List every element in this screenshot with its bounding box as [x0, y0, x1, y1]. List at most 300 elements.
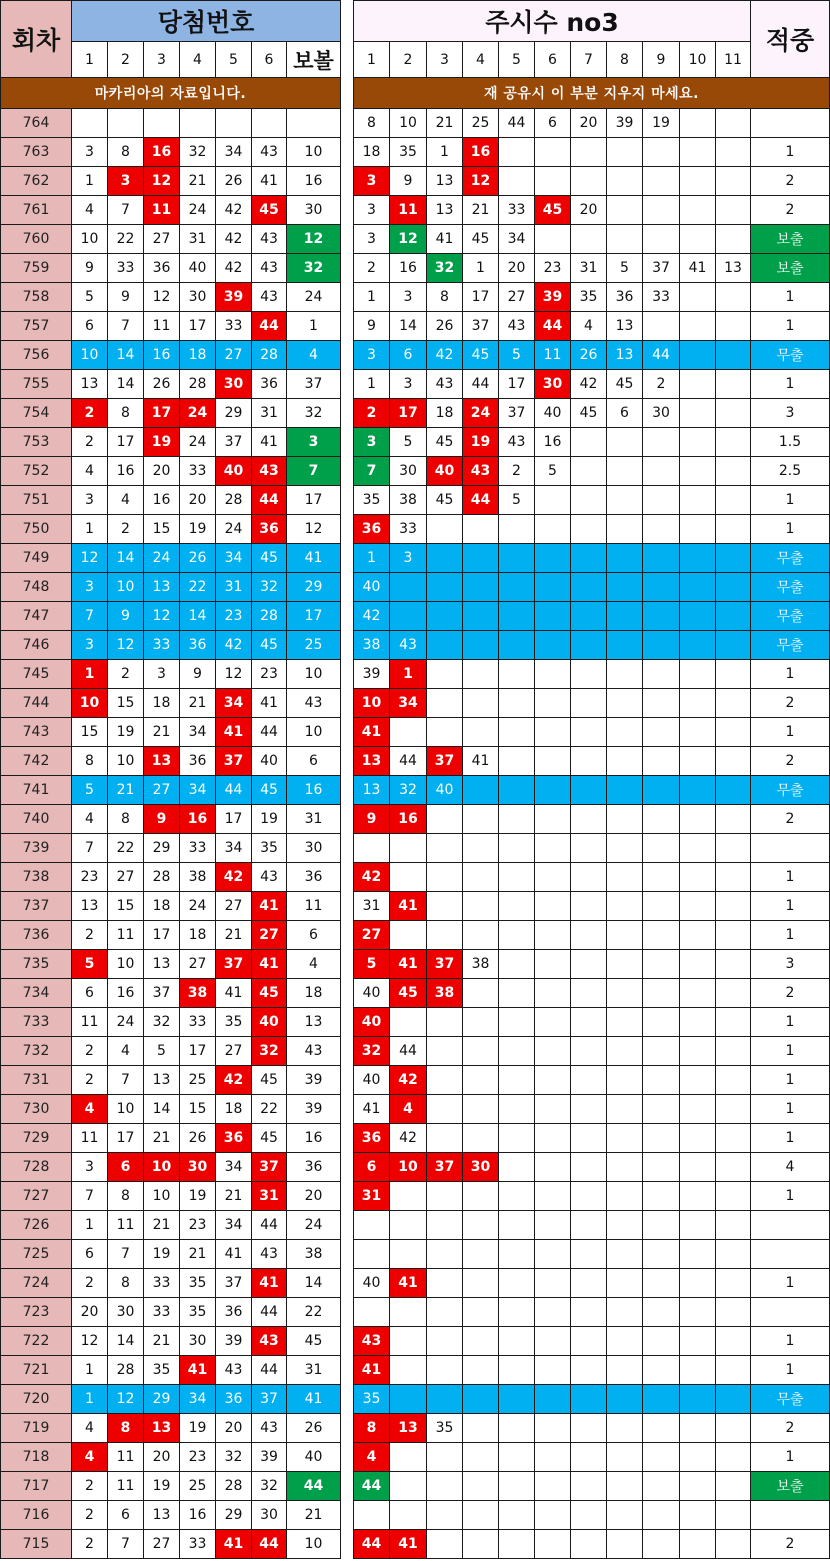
winning-number-cell: 41	[252, 428, 287, 457]
winning-number-cell: 45	[252, 776, 287, 805]
winning-number-cell: 7	[108, 196, 144, 225]
prediction-number-cell	[680, 196, 716, 225]
prediction-number-cell	[499, 1269, 535, 1298]
prediction-number-cell: 13	[607, 312, 643, 341]
prediction-number-cell	[535, 225, 571, 254]
prediction-number-cell	[716, 1501, 751, 1530]
winning-number-cell: 13	[72, 892, 108, 921]
round-number: 736	[0, 921, 72, 950]
prediction-number-cell: 14	[390, 312, 427, 341]
prediction-number-cell	[499, 1211, 535, 1240]
prediction-number-cell	[427, 689, 463, 718]
prediction-number-cell	[427, 1269, 463, 1298]
prediction-number-cell: 5	[499, 341, 535, 370]
hit-count-cell: 2	[751, 979, 830, 1008]
hit-count-cell: 보출	[751, 254, 830, 283]
bonus-number-cell: 17	[287, 486, 341, 515]
prediction-number-cell: 32	[390, 776, 427, 805]
prediction-number-cell	[716, 399, 751, 428]
winning-number-cell: 22	[108, 834, 144, 863]
banner-right: 재 공유시 이 부분 지우지 마세요.	[353, 78, 830, 109]
winning-number-cell: 14	[108, 370, 144, 399]
winning-number-cell: 35	[180, 1269, 216, 1298]
winning-number-cell: 18	[144, 892, 180, 921]
bonus-number-cell: 12	[287, 225, 341, 254]
prediction-number-cell	[716, 1153, 751, 1182]
prediction-number-cell: 42	[571, 370, 607, 399]
winning-number-cell: 19	[144, 428, 180, 457]
prediction-number-cell	[680, 1008, 716, 1037]
prediction-number-cell	[680, 370, 716, 399]
winning-number-cell: 9	[108, 602, 144, 631]
prediction-number-cell	[680, 1211, 716, 1240]
winning-number-cell: 43	[252, 225, 287, 254]
winning-number-cell: 19	[252, 805, 287, 834]
winning-number-cell: 42	[216, 254, 252, 283]
prediction-number-cell	[571, 776, 607, 805]
bonus-number-cell: 10	[287, 1530, 341, 1559]
prediction-number-cell	[571, 167, 607, 196]
bonus-number-cell: 22	[287, 1298, 341, 1327]
prediction-number-cell	[463, 892, 499, 921]
prediction-number-cell	[643, 1443, 680, 1472]
prediction-number-cell: 42	[427, 341, 463, 370]
winning-number-cell: 43	[252, 863, 287, 892]
round-number: 750	[0, 515, 72, 544]
prediction-number-cell	[499, 1037, 535, 1066]
prediction-number-cell: 19	[643, 109, 680, 138]
winning-number-cell: 4	[72, 196, 108, 225]
winning-number-cell: 32	[180, 138, 216, 167]
prediction-number-cell	[499, 602, 535, 631]
winning-number-cell: 27	[216, 1037, 252, 1066]
winning-number-cell: 4	[108, 1037, 144, 1066]
round-number: 741	[0, 776, 72, 805]
prediction-number-cell	[607, 1414, 643, 1443]
hit-count-cell: 무출	[751, 573, 830, 602]
winning-number-cell: 37	[144, 979, 180, 1008]
hit-count-cell: 무출	[751, 1385, 830, 1414]
winning-number-cell: 35	[180, 1298, 216, 1327]
prediction-number-cell	[571, 225, 607, 254]
winning-number-cell: 9	[144, 805, 180, 834]
bonus-number-cell	[287, 109, 341, 138]
bonus-number-cell: 45	[287, 1327, 341, 1356]
winning-number-cell: 9	[108, 283, 144, 312]
winning-number-cell: 11	[108, 921, 144, 950]
round-number: 761	[0, 196, 72, 225]
winning-number-cell: 41	[216, 718, 252, 747]
prediction-number-cell	[680, 544, 716, 573]
winning-number-cell: 8	[108, 1414, 144, 1443]
prediction-number-cell	[427, 718, 463, 747]
hit-count-cell: 3	[751, 399, 830, 428]
prediction-column-header: 11	[716, 42, 751, 78]
winning-number-cell	[72, 109, 108, 138]
prediction-number-cell: 8	[353, 1414, 390, 1443]
winning-number-cell: 14	[108, 1327, 144, 1356]
prediction-number-cell	[607, 1153, 643, 1182]
prediction-number-cell	[571, 747, 607, 776]
hit-count-cell: 1	[751, 515, 830, 544]
winning-number-cell: 43	[252, 1327, 287, 1356]
prediction-number-cell	[463, 1066, 499, 1095]
prediction-number-cell	[571, 1530, 607, 1559]
winning-number-cell: 34	[216, 1153, 252, 1182]
round-number: 731	[0, 1066, 72, 1095]
winning-number-cell: 3	[72, 573, 108, 602]
bonus-number-cell: 1	[287, 312, 341, 341]
winning-number-cell: 2	[72, 1530, 108, 1559]
hit-count-cell: 2	[751, 1530, 830, 1559]
prediction-number-cell	[607, 1385, 643, 1414]
winning-number-cell: 37	[216, 1269, 252, 1298]
prediction-number-cell	[680, 428, 716, 457]
hit-count-cell: 1	[751, 892, 830, 921]
prediction-number-cell	[390, 718, 427, 747]
prediction-number-cell	[499, 1182, 535, 1211]
prediction-number-cell	[680, 1414, 716, 1443]
winning-number-cell: 41	[252, 167, 287, 196]
prediction-number-cell	[427, 660, 463, 689]
prediction-number-cell	[427, 544, 463, 573]
prediction-number-cell: 30	[535, 370, 571, 399]
winning-number-cell: 19	[180, 1182, 216, 1211]
hit-count-cell: 2	[751, 167, 830, 196]
winning-number-cell: 35	[252, 834, 287, 863]
prediction-number-cell	[535, 921, 571, 950]
prediction-number-cell	[535, 1385, 571, 1414]
round-number: 738	[0, 863, 72, 892]
prediction-number-cell	[716, 1472, 751, 1501]
prediction-number-cell: 24	[463, 399, 499, 428]
prediction-number-cell	[390, 921, 427, 950]
winning-number-cell: 38	[180, 979, 216, 1008]
prediction-number-cell: 41	[353, 1095, 390, 1124]
winning-number-cell: 30	[180, 283, 216, 312]
winning-number-cell: 42	[216, 631, 252, 660]
prediction-number-cell	[716, 544, 751, 573]
winning-number-cell: 21	[180, 689, 216, 718]
prediction-number-cell	[499, 1240, 535, 1269]
winning-number-cell	[180, 109, 216, 138]
winning-number-cell: 10	[72, 225, 108, 254]
winning-number-cell: 5	[72, 950, 108, 979]
prediction-number-cell: 12	[390, 225, 427, 254]
prediction-number-cell: 45	[390, 979, 427, 1008]
winning-number-cell: 24	[180, 428, 216, 457]
prediction-number-cell	[571, 1124, 607, 1153]
prediction-number-cell	[680, 1095, 716, 1124]
prediction-number-cell	[499, 1530, 535, 1559]
round-number: 735	[0, 950, 72, 979]
winning-number-cell: 31	[252, 399, 287, 428]
prediction-number-cell: 40	[535, 399, 571, 428]
prediction-number-cell	[390, 1385, 427, 1414]
prediction-number-cell	[499, 515, 535, 544]
round-number: 737	[0, 892, 72, 921]
winning-number-cell: 19	[108, 718, 144, 747]
prediction-number-cell	[643, 138, 680, 167]
winning-number-cell: 33	[180, 457, 216, 486]
hit-count-cell	[751, 1298, 830, 1327]
prediction-number-cell	[390, 573, 427, 602]
prediction-number-cell: 5	[353, 950, 390, 979]
prediction-number-cell: 1	[463, 254, 499, 283]
winning-number-cell: 25	[180, 1472, 216, 1501]
bonus-number-cell: 6	[287, 921, 341, 950]
prediction-number-cell	[680, 689, 716, 718]
winning-number-cell: 11	[108, 1472, 144, 1501]
winning-number-cell: 13	[144, 1066, 180, 1095]
prediction-column-header: 1	[353, 42, 390, 78]
prediction-number-cell	[499, 1443, 535, 1472]
winning-number-cell: 34	[216, 834, 252, 863]
winning-number-cell: 5	[72, 776, 108, 805]
winning-number-cell: 43	[252, 457, 287, 486]
prediction-number-cell	[535, 1472, 571, 1501]
prediction-number-cell: 45	[427, 486, 463, 515]
prediction-number-cell: 8	[353, 109, 390, 138]
prediction-number-cell	[499, 689, 535, 718]
prediction-number-cell: 31	[571, 254, 607, 283]
prediction-number-cell	[463, 1182, 499, 1211]
prediction-number-cell	[463, 1501, 499, 1530]
prediction-number-cell	[680, 1501, 716, 1530]
prediction-number-cell: 40	[353, 1008, 390, 1037]
winning-number-cell: 23	[180, 1211, 216, 1240]
prediction-number-cell: 3	[353, 428, 390, 457]
prediction-number-cell	[535, 515, 571, 544]
prediction-number-cell: 41	[680, 254, 716, 283]
prediction-number-cell	[463, 1530, 499, 1559]
winning-number-cell: 24	[144, 544, 180, 573]
prediction-number-cell: 39	[607, 109, 643, 138]
winning-number-cell: 27	[216, 892, 252, 921]
prediction-number-cell	[463, 1414, 499, 1443]
prediction-number-cell	[535, 689, 571, 718]
hit-count-cell: 1	[751, 283, 830, 312]
winning-number-cell: 34	[216, 689, 252, 718]
prediction-number-cell	[643, 979, 680, 1008]
winning-number-cell: 44	[252, 312, 287, 341]
prediction-number-cell	[716, 167, 751, 196]
bonus-number-cell: 41	[287, 544, 341, 573]
bonus-number-cell: 3	[287, 428, 341, 457]
prediction-number-cell	[716, 834, 751, 863]
prediction-number-cell	[680, 1530, 716, 1559]
prediction-number-cell	[716, 950, 751, 979]
prediction-number-cell	[499, 1298, 535, 1327]
winning-number-cell: 5	[72, 283, 108, 312]
prediction-number-cell	[716, 1211, 751, 1240]
prediction-number-cell	[680, 167, 716, 196]
winning-number-cell: 8	[108, 1269, 144, 1298]
winning-number-cell: 40	[252, 1008, 287, 1037]
winning-number-cell: 28	[216, 1472, 252, 1501]
winning-number-cell: 14	[108, 544, 144, 573]
winning-number-cell: 14	[180, 602, 216, 631]
prediction-number-cell: 38	[353, 631, 390, 660]
hit-count-cell	[751, 1240, 830, 1269]
prediction-number-cell	[716, 979, 751, 1008]
bonus-number-cell: 14	[287, 1269, 341, 1298]
prediction-number-cell	[716, 370, 751, 399]
prediction-number-cell: 42	[353, 602, 390, 631]
winning-number-cell: 18	[216, 1095, 252, 1124]
winning-number-cell: 16	[180, 805, 216, 834]
winning-number-cell: 16	[108, 457, 144, 486]
prediction-number-cell	[680, 109, 716, 138]
prediction-number-cell: 44	[643, 341, 680, 370]
prediction-number-cell	[499, 544, 535, 573]
prediction-number-cell	[463, 544, 499, 573]
round-number: 729	[0, 1124, 72, 1153]
prediction-number-cell	[571, 718, 607, 747]
prediction-number-cell	[680, 863, 716, 892]
prediction-number-cell	[716, 1240, 751, 1269]
prediction-number-cell: 6	[390, 341, 427, 370]
prediction-number-cell	[353, 1298, 390, 1327]
prediction-number-cell: 3	[353, 167, 390, 196]
prediction-number-cell	[716, 1327, 751, 1356]
prediction-number-cell	[716, 312, 751, 341]
prediction-number-cell	[427, 1066, 463, 1095]
prediction-number-cell	[643, 1269, 680, 1298]
prediction-number-cell	[680, 602, 716, 631]
winning-number-cell: 27	[144, 1530, 180, 1559]
prediction-number-cell: 2	[353, 399, 390, 428]
prediction-number-cell	[680, 892, 716, 921]
prediction-number-cell	[643, 1240, 680, 1269]
prediction-number-cell	[680, 979, 716, 1008]
winning-number-cell: 45	[252, 1066, 287, 1095]
prediction-number-cell	[680, 1356, 716, 1385]
prediction-number-cell	[535, 1530, 571, 1559]
prediction-number-cell	[535, 602, 571, 631]
prediction-number-cell	[716, 1008, 751, 1037]
prediction-number-cell	[716, 515, 751, 544]
round-number: 728	[0, 1153, 72, 1182]
winning-number-cell: 1	[72, 167, 108, 196]
prediction-number-cell: 1	[353, 283, 390, 312]
hit-count-cell: 1	[751, 138, 830, 167]
prediction-number-cell	[716, 283, 751, 312]
prediction-number-cell	[571, 544, 607, 573]
round-number: 763	[0, 138, 72, 167]
prediction-number-cell	[643, 950, 680, 979]
prediction-number-cell	[535, 1182, 571, 1211]
hit-count-cell: 1	[751, 1356, 830, 1385]
prediction-number-cell: 6	[353, 1153, 390, 1182]
winning-number-cell: 10	[72, 689, 108, 718]
prediction-number-cell	[535, 747, 571, 776]
prediction-number-cell	[571, 892, 607, 921]
hit-count-cell: 2.5	[751, 457, 830, 486]
winning-number-cell: 34	[180, 776, 216, 805]
prediction-number-cell	[680, 1298, 716, 1327]
prediction-number-cell	[571, 1327, 607, 1356]
prediction-number-cell: 3	[390, 370, 427, 399]
prediction-number-cell	[607, 1211, 643, 1240]
winning-number-cell: 45	[252, 979, 287, 1008]
prediction-number-cell: 13	[427, 167, 463, 196]
prediction-number-cell	[680, 1269, 716, 1298]
round-number: 751	[0, 486, 72, 515]
winning-number-cell: 4	[72, 1414, 108, 1443]
round-number: 717	[0, 1472, 72, 1501]
prediction-number-cell: 25	[463, 109, 499, 138]
bonus-number-cell: 44	[287, 1472, 341, 1501]
winning-number-cell: 21	[216, 921, 252, 950]
winning-number-cell: 42	[216, 225, 252, 254]
win-column-header: 2	[108, 42, 144, 78]
prediction-number-cell: 37	[427, 747, 463, 776]
prediction-number-cell: 32	[353, 1037, 390, 1066]
winning-number-cell: 20	[144, 457, 180, 486]
winning-number-cell: 33	[180, 1008, 216, 1037]
prediction-number-cell	[463, 718, 499, 747]
prediction-number-cell: 16	[390, 254, 427, 283]
bonus-number-cell: 37	[287, 370, 341, 399]
winning-number-cell: 13	[144, 1501, 180, 1530]
round-number: 745	[0, 660, 72, 689]
prediction-number-cell	[716, 1124, 751, 1153]
prediction-number-cell	[499, 1327, 535, 1356]
prediction-number-cell	[499, 1124, 535, 1153]
prediction-number-cell	[643, 428, 680, 457]
prediction-number-cell	[607, 1240, 643, 1269]
hit-count-cell: 2	[751, 805, 830, 834]
round-number: 752	[0, 457, 72, 486]
prediction-number-cell	[535, 1124, 571, 1153]
winning-number-cell: 30	[108, 1298, 144, 1327]
prediction-number-cell	[716, 457, 751, 486]
winning-number-cell: 36	[144, 254, 180, 283]
prediction-number-cell: 38	[463, 950, 499, 979]
winning-number-cell: 19	[180, 515, 216, 544]
prediction-number-cell	[607, 834, 643, 863]
prediction-number-cell	[535, 834, 571, 863]
prediction-number-cell	[571, 921, 607, 950]
winning-number-cell: 21	[216, 1182, 252, 1211]
bonus-number-cell: 36	[287, 863, 341, 892]
winning-number-cell: 45	[252, 196, 287, 225]
prediction-number-cell: 11	[390, 196, 427, 225]
winning-number-cell: 41	[252, 892, 287, 921]
prediction-number-cell	[643, 312, 680, 341]
prediction-number-cell: 27	[353, 921, 390, 950]
hit-count-cell: 1	[751, 370, 830, 399]
prediction-number-cell	[643, 1182, 680, 1211]
prediction-number-cell	[607, 1356, 643, 1385]
prediction-number-cell: 44	[499, 109, 535, 138]
prediction-number-cell	[571, 602, 607, 631]
winning-number-cell: 37	[216, 950, 252, 979]
winning-number-cell: 16	[144, 486, 180, 515]
hit-count-cell: 1	[751, 1269, 830, 1298]
winning-number-cell: 45	[252, 631, 287, 660]
prediction-number-cell	[571, 631, 607, 660]
winning-number-cell: 33	[144, 631, 180, 660]
prediction-number-cell	[716, 718, 751, 747]
prediction-number-cell	[463, 1240, 499, 1269]
prediction-number-cell	[535, 167, 571, 196]
prediction-number-cell: 41	[390, 1269, 427, 1298]
round-number: 716	[0, 1501, 72, 1530]
hit-count-cell: 1	[751, 1182, 830, 1211]
prediction-number-cell	[643, 457, 680, 486]
